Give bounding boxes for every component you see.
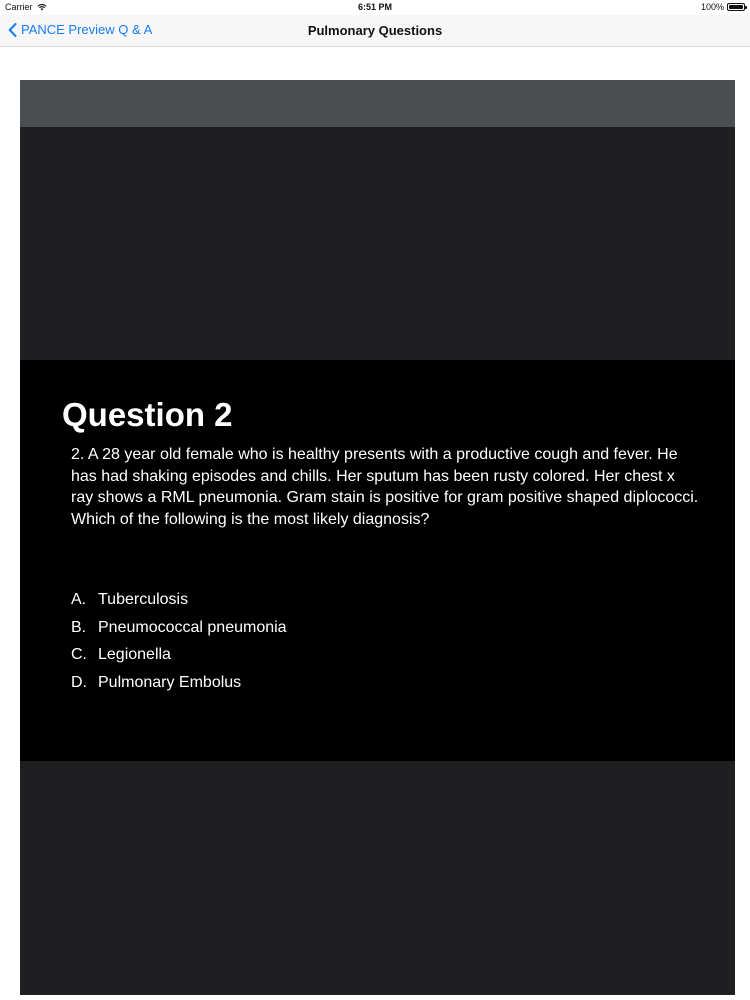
answer-option-b[interactable] [71,614,287,642]
status-time: 6:51 PM [357,2,392,12]
battery-percent: 100% [700,2,724,12]
question-text: 2. A 28 year old female who is healthy presents with a productive cough and fever. He has had shaking episodes and chills. Her sputum has been rusty colored. Her chest x ray shows a RML pneumonia. Gram stain is positive for gram positive shaped diplococci. Which of the following is the most likely diagnosis? [71,446,699,528]
back-button-label: PANCE Preview Q & A [21,22,153,37]
slide-lower-area [20,761,735,995]
answer-letter: D. [71,673,87,691]
answer-text: Tuberculosis [98,591,189,608]
status-bar [0,0,750,15]
status-right [701,2,745,12]
carrier-label: Carrier [5,2,33,12]
answer-letter: C. [71,646,87,663]
question-title: Question 2 [62,396,233,433]
battery-icon [727,3,745,11]
question-slide [20,80,735,995]
navigation-bar [0,15,750,47]
answer-text: Legionella [98,646,171,663]
answer-option-d[interactable] [71,669,287,697]
slide-upper-area [20,127,735,360]
answer-option-c[interactable] [71,641,287,669]
answer-list [71,586,287,696]
answer-text: Pneumococcal pneumonia [98,618,287,636]
slide-header-band [20,80,735,127]
nav-title: Pulmonary Questions [307,23,443,38]
answer-option-a[interactable] [71,586,287,614]
answer-letter: B. [71,618,87,636]
answer-letter: A. [71,591,87,608]
question-panel [20,360,735,761]
answer-text: Pulmonary Embolus [98,673,242,691]
